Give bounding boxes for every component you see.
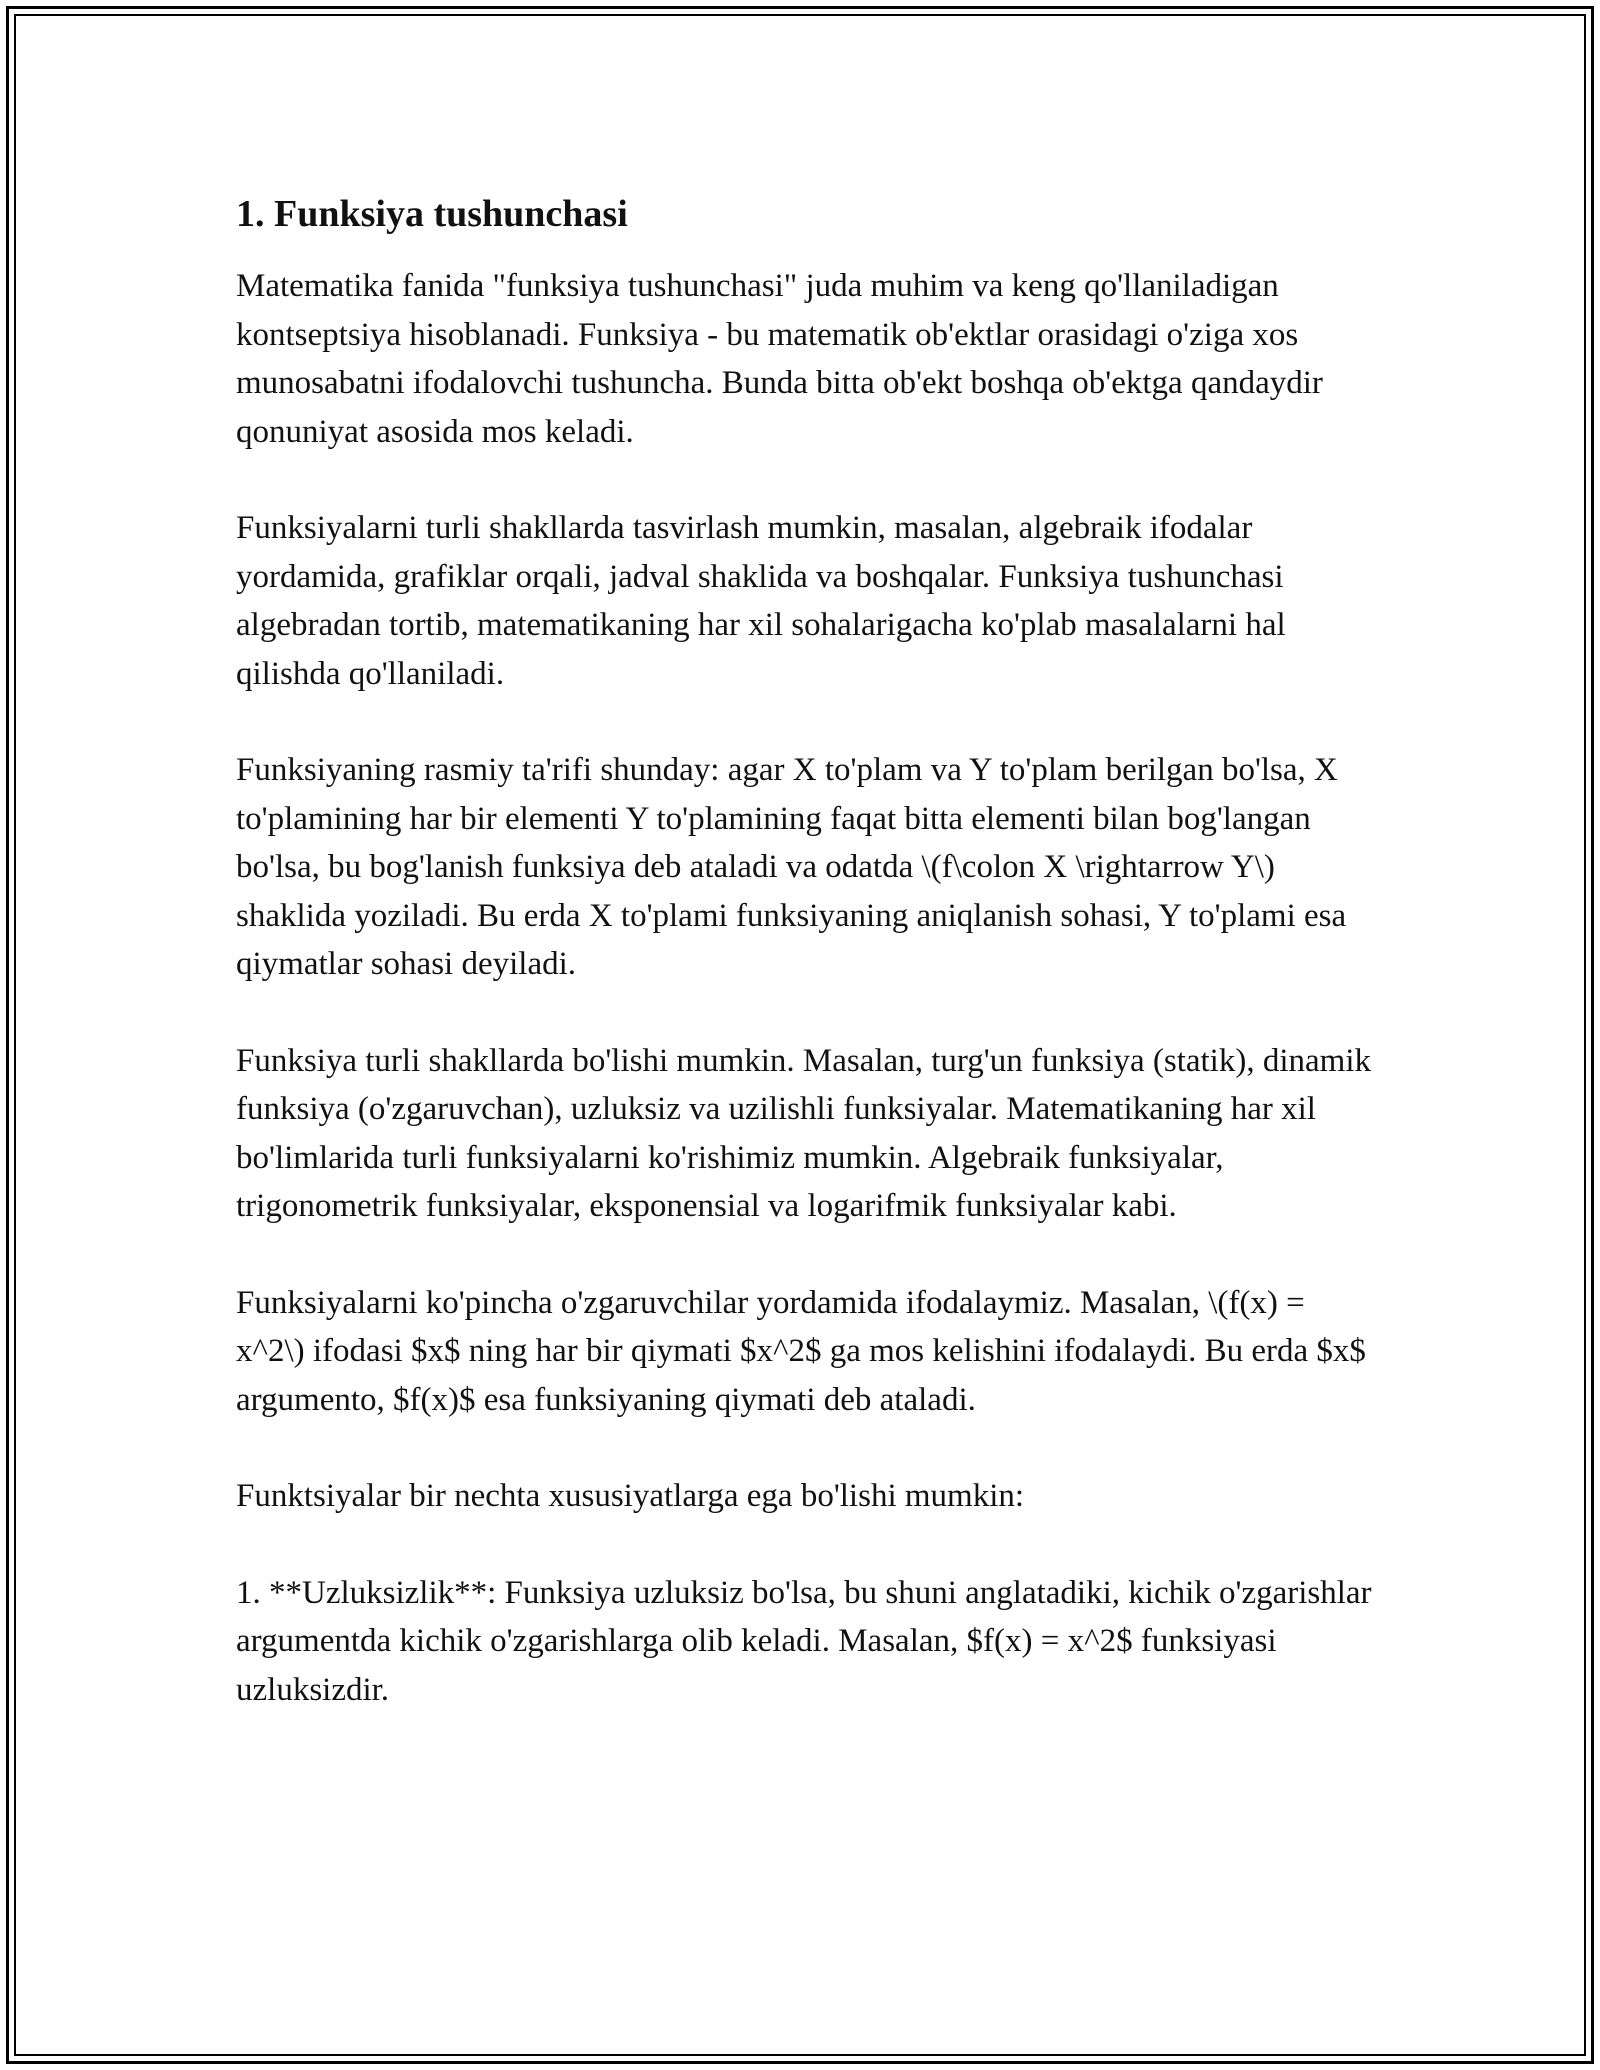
paragraph-3: Funksiyaning rasmiy ta'rifi shunday: agar X to'plam va Y to'plam berilgan bo'lsa, X to'plamining har bir elementi Y to'plamining faqat bitta elementi bilan bog'langan bo'lsa, bu bog'lanish funksiya deb ataladi va odatda \(f\colon X \rightarrow Y\) shaklida yoziladi. Bu erda X to'plami funksiyaning aniqlanish sohasi, Y to'plami esa qiymatlar sohasi deyiladi. xyxy=(236,752,1347,982)
paragraph-4: Funksiya turli shakllarda bo'lishi mumkin. Masalan, turg'un funksiya (statik), dinamik funksiya (o'zgaruvchan), uzluksiz va uzilishli funksiyalar. Matematikaning har xil bo'limlarida turli funksiyalarni ko'rishimiz mumkin. Algebraik funksiyalar, trigonometrik funksiyalar, eksponensial va logarifmik funksiyalar kabi. xyxy=(236,1042,1371,1224)
list-item-1: 1. **Uzluksizlik**: Funksiya uzluksiz bo'lsa, bu shuni anglatadiki, kichik o'zgarishlar argumentda kichik o'zgarishlarga olib keladi. Masalan, $f(x) = x^2$ funksiyasi uzluksizdir. xyxy=(236,1574,1372,1708)
section-title: 1. Funksiya tushunchasi xyxy=(236,193,628,235)
paragraph-6: Funktsiyalar bir nechta xususiyatlarga ega bo'lishi mumkin: xyxy=(236,1478,1025,1514)
page-content xyxy=(236,190,1376,1762)
paragraph-2: Funksiyalarni turli shakllarda tasvirlash mumkin, masalan, algebraik ifodalar yordamida, grafiklar orqali, jadval shaklida va boshqalar. Funksiya tushunchasi algebradan tortib, matematikaning har xil sohalarigacha ko'plab masalalarni hal qilishda qo'llaniladi. xyxy=(236,510,1286,692)
paragraph-5: Funksiyalarni ko'pincha o'zgaruvchilar yordamida ifodalaymiz. Masalan, \(f(x) = x^2\) ifodasi $x$ ning har bir qiymati $x^2$ ga mos kelishini ifodalaydi. Bu erda $x$ argumento, $f(x)$ esa funksiyaning qiymati deb ataladi. xyxy=(236,1284,1366,1418)
paragraph-1: Matematika fanida "funksiya tushunchasi" juda muhim va keng qo'llaniladigan kontseptsiya hisoblanadi. Funksiya - bu matematik ob'ektlar orasidagi o'ziga xos munosabatni ifodalovchi tushuncha. Bunda bitta ob'ekt boshqa ob'ektga qandaydir qonuniyat asosida mos keladi. xyxy=(236,268,1323,450)
